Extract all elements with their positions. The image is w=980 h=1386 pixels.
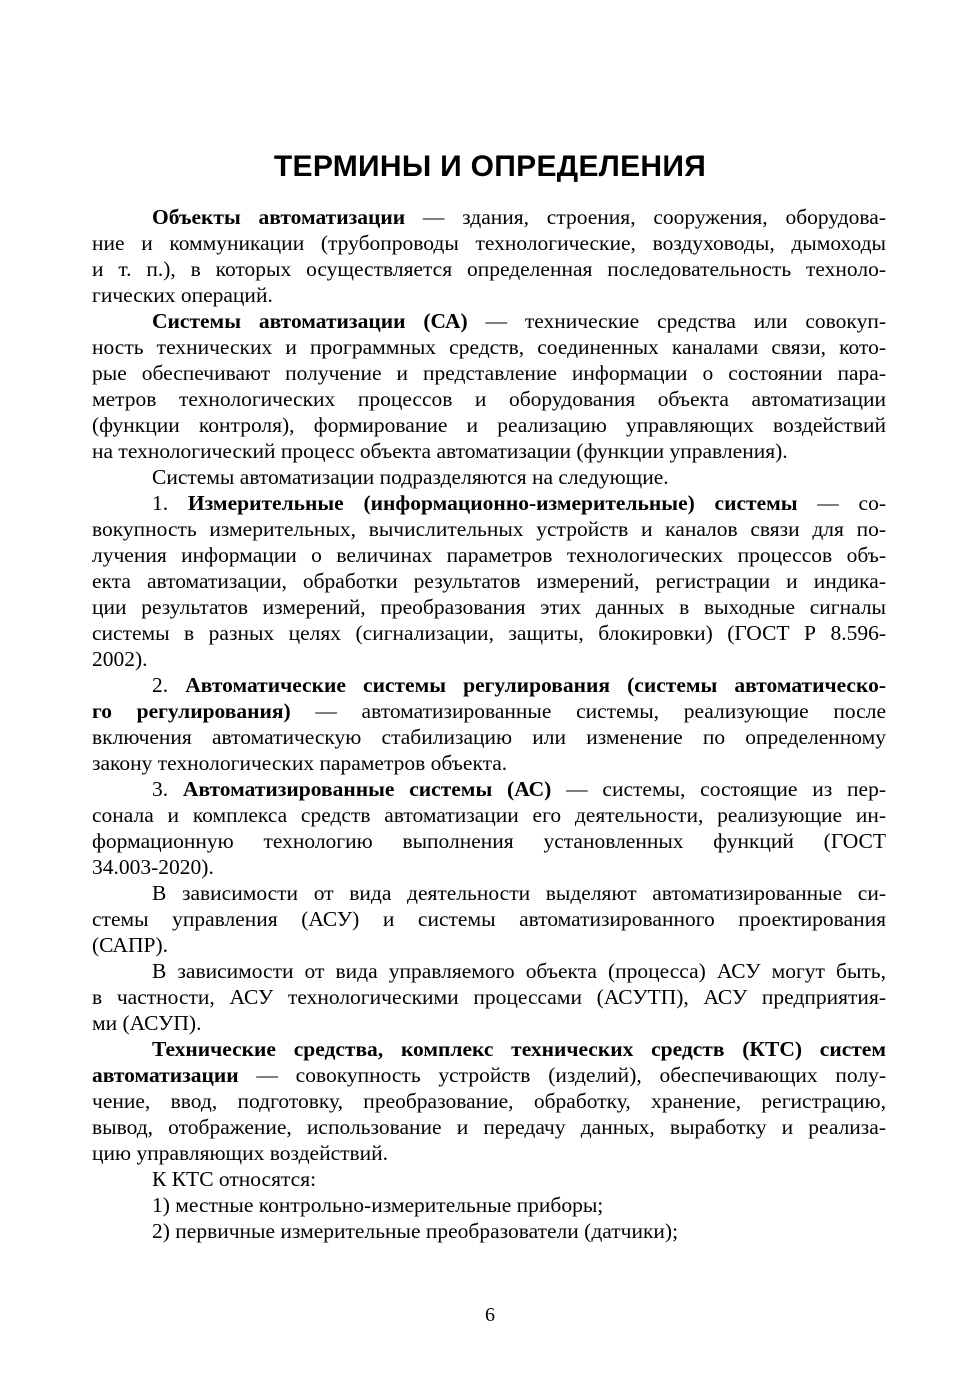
term-bold: го регулирования) <box>92 699 291 723</box>
paragraph-line: К КТС относятся: <box>152 1167 317 1191</box>
paragraph-line: Системы автоматизации подразделяются на следующие. <box>152 465 669 489</box>
paragraph-line: 2002). <box>92 647 148 671</box>
paragraph-line: формационную технологию выполнения установленных функций (ГОСТ <box>92 829 886 853</box>
paragraph-line: В зависимости от вида управляемого объекта (процесса) АСУ могут быть, <box>152 959 886 983</box>
paragraph-line: екта автоматизации, обработки результатов измерений, регистрации и индика- <box>92 569 886 593</box>
paragraph-line: ность технических и программных средств, соединенных каналами связи, кото- <box>92 335 886 359</box>
paragraph-line: 34.003-2020). <box>92 855 214 879</box>
term-bold: Автоматические системы регулирования (системы автоматическо- <box>185 673 886 697</box>
term-bold: Технические средства, комплекс технических средств (КТС) систем <box>152 1037 886 1061</box>
paragraph-line: рые обеспечивают получение и представление информации о состоянии пара- <box>92 361 886 385</box>
paragraph-line: автоматизации — совокупность устройств (изделий), обеспечивающих полу- <box>92 1063 886 1087</box>
paragraph-line: стемы управления (АСУ) и системы автоматизированного проектирования <box>92 907 886 931</box>
paragraph-line: сонала и комплекса средств автоматизации его деятельности, реализующие ин- <box>92 803 886 827</box>
paragraph-line: В зависимости от вида деятельности выделяют автоматизированные си- <box>152 881 886 905</box>
paragraph-line: цию управляющих воздействий. <box>92 1141 389 1165</box>
paragraph-line: вокупность измерительных, вычислительных устройств и каналов связи для по- <box>92 517 886 541</box>
paragraph-line: (САПР). <box>92 933 168 957</box>
paragraph-line: ции результатов измерений, преобразования этих данных в выходные сигналы <box>92 595 886 619</box>
paragraph-line: на технологический процесс объекта автоматизации (функции управления). <box>92 439 788 463</box>
paragraph-line: в частности, АСУ технологическими процессами (АСУТП), АСУ предприятия- <box>92 985 886 1009</box>
paragraph-line: Системы автоматизации (СА) — технические средства или совокуп- <box>152 309 886 333</box>
paragraph-line: ми (АСУП). <box>92 1011 202 1035</box>
paragraph-line: метров технологических процессов и оборудования объекта автоматизации <box>92 387 886 411</box>
page-number: 6 <box>485 1304 495 1326</box>
term-bold: Системы автоматизации (СА) <box>152 309 468 333</box>
paragraph-line: (функции контроля), формирование и реализацию управляющих воздействий <box>92 413 886 437</box>
paragraph-line: закону технологических параметров объекта. <box>92 751 508 775</box>
paragraph-line: ние и коммуникации (трубопроводы технологические, воздуховоды, дымоходы <box>92 231 886 255</box>
term-bold: Объекты автоматизации <box>152 205 406 229</box>
paragraph-line: 2. Автоматические системы регулирования (системы автоматическо- <box>152 673 886 697</box>
list-item: 2) первичные измерительные преобразователи (датчики); <box>152 1219 679 1243</box>
paragraph-line: го регулирования) — автоматизированные системы, реализующие после <box>92 699 886 723</box>
paragraph-line <box>92 1036 886 1062</box>
paragraph-line: лучения информации о величинах параметров технологических процессов объ- <box>92 543 886 567</box>
page-title: ТЕРМИНЫ И ОПРЕДЕЛЕНИЯ <box>273 150 707 183</box>
paragraph-line: включения автоматическую стабилизацию или изменение по определенному <box>92 725 886 749</box>
paragraph-line: 1. Измерительные (информационно-измерительные) системы — со- <box>152 491 886 515</box>
list-item: 1) местные контрольно-измерительные приборы; <box>152 1193 604 1217</box>
paragraph-line: 3. Автоматизированные системы (АС) — системы, состоящие из пер- <box>152 777 887 801</box>
paragraph-line: и т. п.), в которых осуществляется определенная последовательность техноло- <box>92 257 886 281</box>
paragraph-line: системы в разных целях (сигнализации, защиты, блокировки) (ГОСТ Р 8.596- <box>92 621 886 645</box>
paragraph-line: вывод, отображение, использование и передачу данных, выработку и реализа- <box>92 1115 886 1139</box>
term-bold: автоматизации <box>92 1063 239 1087</box>
term-bold: Автоматизированные системы (АС) <box>182 777 552 801</box>
document-body <box>92 204 886 1244</box>
term-bold: Измерительные (информационно-измерительные) системы <box>187 491 798 515</box>
paragraph-line: чение, ввод, подготовку, преобразование, обработку, хранение, регистрацию, <box>92 1089 886 1113</box>
paragraph-line: Объекты автоматизации — здания, строения, сооружения, оборудова- <box>152 205 887 229</box>
paragraph-line: гических операций. <box>92 283 273 307</box>
